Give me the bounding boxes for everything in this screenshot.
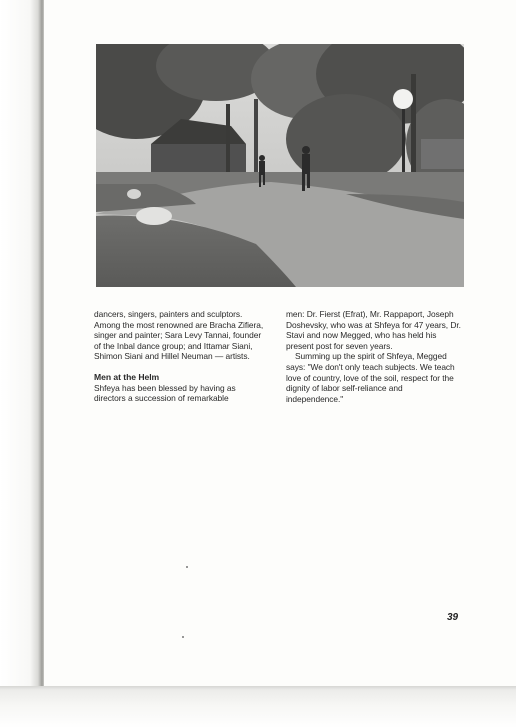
scan-bottom-edge: [0, 686, 516, 728]
left-paragraph-2: Shfeya has been blessed by having as directors a succession of remarkable: [94, 382, 236, 404]
right-text-column: [286, 309, 462, 404]
right-paragraph-1: men: Dr. Fierst (Efrat), Mr. Rappaport, Joseph Doshevsky, who was at Shfeya for 47 years, Dr. Stavi and now Megged, who has held his present post for seven years.: [286, 309, 461, 351]
section-heading: Men at the Helm: [94, 371, 160, 382]
dust-speck: [186, 566, 188, 568]
page-number: 39: [447, 612, 459, 623]
scan-binding-edge: [0, 0, 44, 728]
left-text-column: [94, 309, 267, 404]
right-paragraph-2: Summing up the spirit of Shfeya, Megged says: "We don't only teach subjects. We teach love of country, love of the soil, respect for the dignity of labor self-reliance and independence.": [286, 351, 455, 404]
campus-photo: [96, 44, 464, 287]
dust-speck: [182, 636, 184, 638]
left-paragraph-1: dancers, singers, painters and sculptors. Among the most renowned are Bracha Zifiera, singer and painter; Sara Levy Tannai, founder of the Inbal dance group; and Ittamar Siani, Shimon Siani and Hillel Neuman — artists.: [94, 309, 264, 362]
